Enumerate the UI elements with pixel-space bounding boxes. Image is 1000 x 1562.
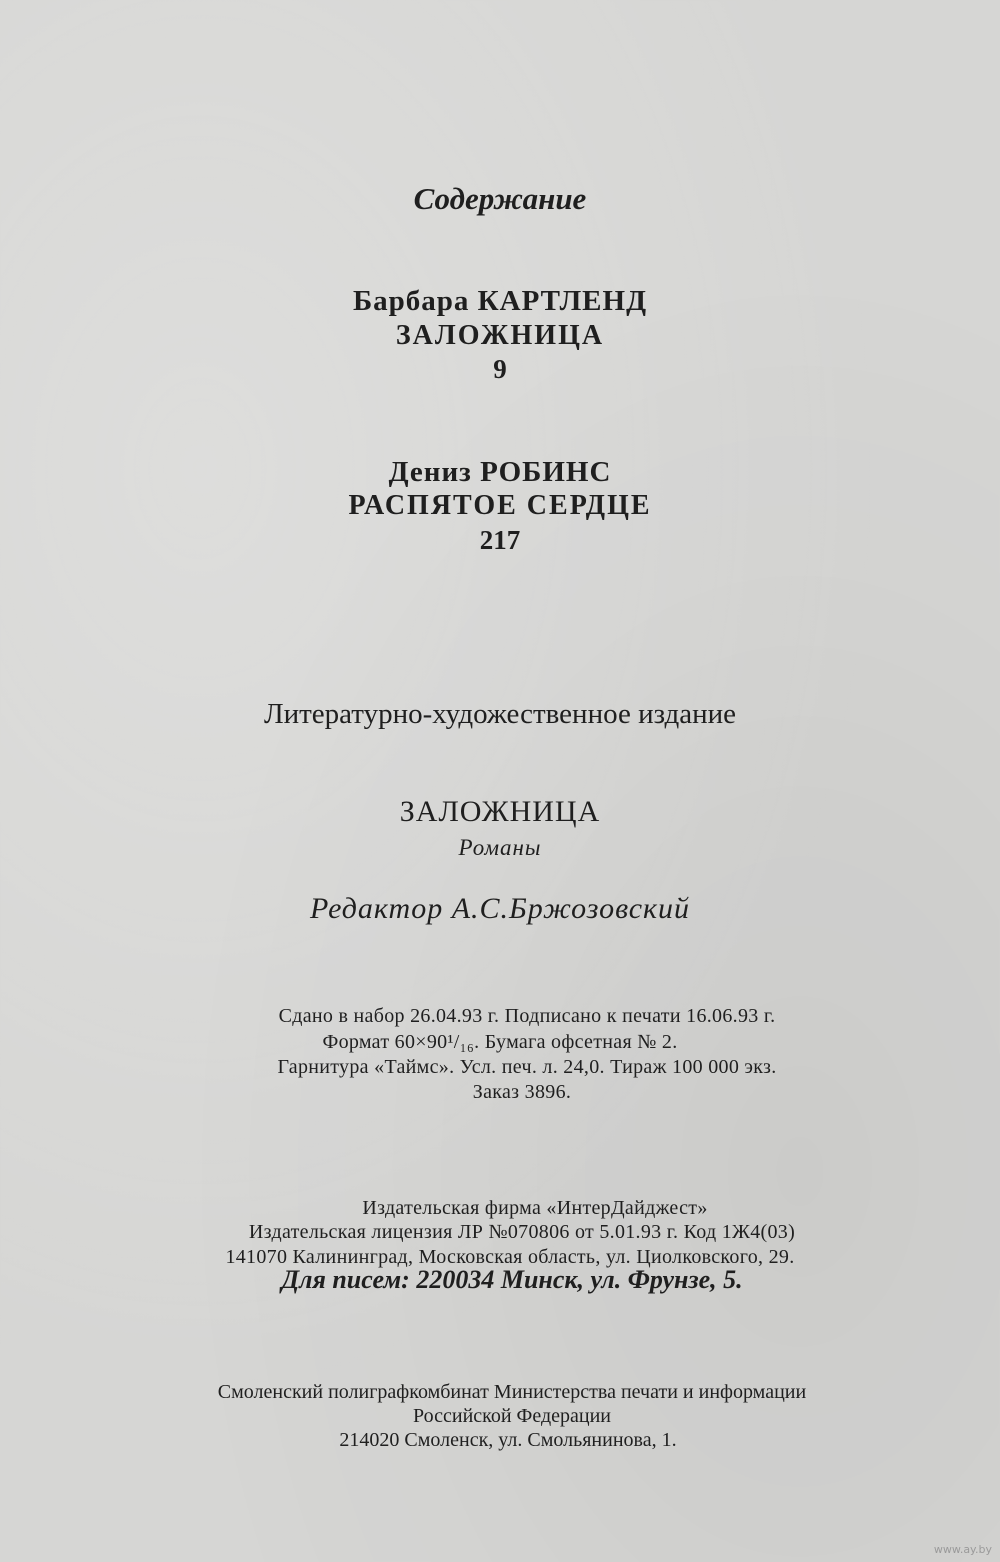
publisher-mail-address: Для писем: 220034 Минск, ул. Фрунзе, 5. [281,1265,743,1294]
print-details-line-3: Гарнитура «Таймс». Усл. печ. л. 24,0. Тираж 100 000 экз. [277,1056,777,1078]
book-title: ЗАЛОЖНИЦА [399,795,601,828]
publisher-license: Издательская лицензия ЛР №070806 от 5.01.93 г. Код 1Ж4(03) [248,1221,796,1243]
toc-entry-1-author: Барбара КАРТЛЕНД [352,285,648,317]
printer-line-3: 214020 Смоленск, ул. Смольянинова, 1. [339,1429,677,1451]
printer-line-1: Смоленский полиграфкомбинат Министерства печати и информации [217,1381,807,1403]
toc-entry-1-page: 9 [493,354,507,384]
toc-entry-2-page: 217 [479,525,521,555]
toc-entry-1-title: ЗАЛОЖНИЦА [395,320,605,351]
publisher-name: Издательская фирма «ИнтерДайджест» [362,1197,708,1219]
print-details-line-2: Формат 60×90¹/₁₆. Бумага офсетная № 2. [322,1031,678,1053]
edition-type: Литературно-художественное издание [263,698,737,730]
toc-entry-2-author: Дениз РОБИНС [388,456,612,488]
contents-heading: Содержание [413,181,587,216]
print-details-line-4: Заказ 3896. [472,1081,572,1103]
publisher-address: 141070 Калининград, Московская область, ул. Циолковского, 29. [225,1246,795,1268]
editor-credit: Редактор А.С.Бржозовский [309,892,691,925]
watermark: www.ay.by [933,1543,992,1556]
printer-line-2: Российской Федерации [412,1405,612,1427]
print-details-line-1: Сдано в набор 26.04.93 г. Подписано к печати 16.06.93 г. [278,1005,776,1027]
book-genre: Романы [458,835,542,860]
toc-entry-2-title: РАСПЯТОЕ СЕРДЦЕ [348,490,652,521]
